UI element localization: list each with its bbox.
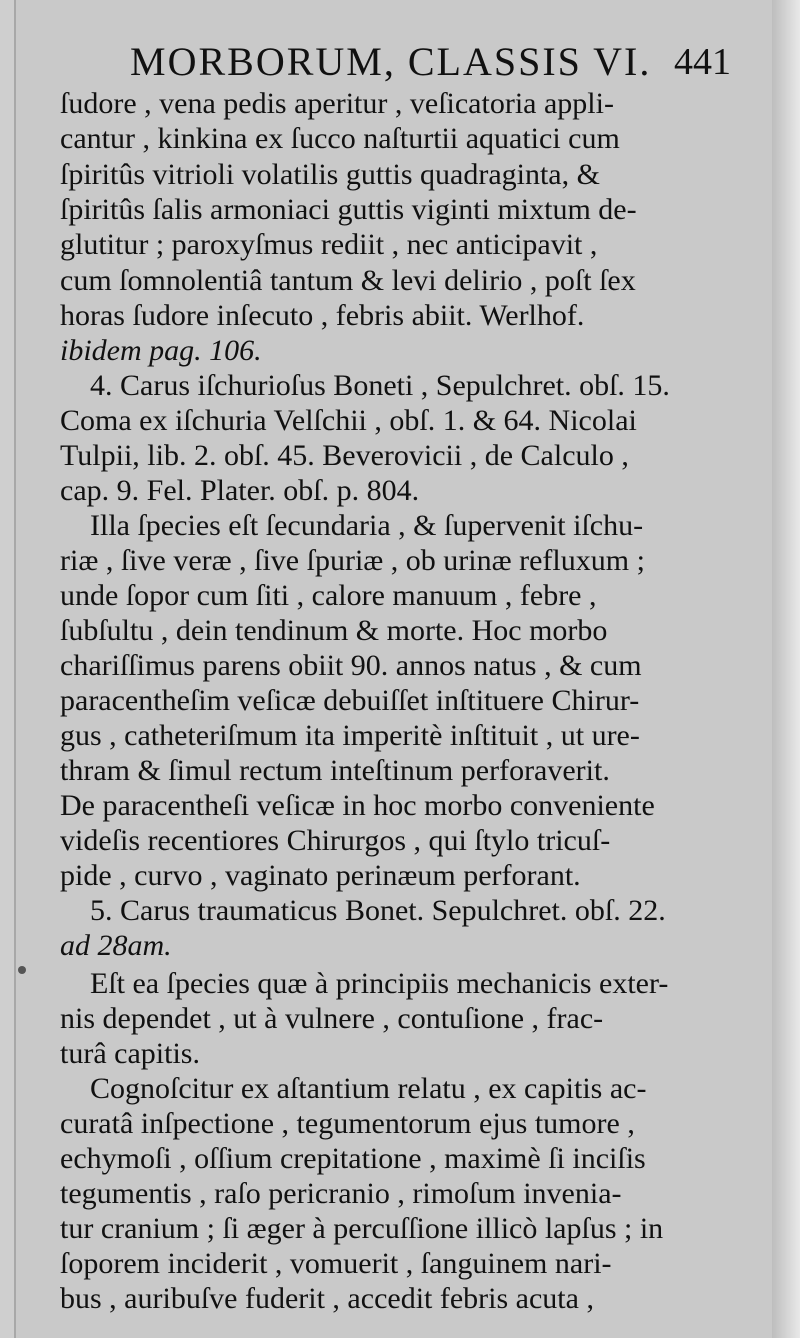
- text-line: bus , auribuſve fuderit , accedit febris acuta ,: [60, 1282, 594, 1315]
- text-line: ſpiritûs ſalis armoniaci guttis viginti mixtum de-: [60, 193, 637, 226]
- text-line: turâ capitis.: [60, 1037, 200, 1070]
- citation-line: ad 28am.: [60, 929, 172, 962]
- text-line: ſubſultu , dein tendinum & morte. Hoc morbo: [60, 614, 608, 647]
- running-head: MORBORUM, CLASSIS VI.: [130, 39, 652, 84]
- text-line: thram & ſimul rectum inteſtinum perforaverit.: [60, 754, 610, 787]
- text-line: echymoſi , oſſium crepitatione , maximè ſi inciſis: [60, 1142, 646, 1175]
- text-line: chariſſimus parens obiit 90. annos natus , & cum: [60, 649, 642, 682]
- section-heading: 4. Carus iſchurioſus Boneti , Sepulchret. obſ. 15.: [90, 369, 670, 402]
- text-line: pide , curvo , vaginato perinæum perforant.: [60, 859, 581, 892]
- text-line: De paracentheſi veſicæ in hoc morbo conveniente: [60, 789, 655, 822]
- citation-line: ibidem pag. 106.: [60, 334, 262, 367]
- page-edge: [772, 0, 800, 1338]
- text-line: paracentheſim veſicæ debuiſſet inſtituere Chirur-: [60, 684, 640, 717]
- section-heading: 5. Carus traumaticus Bonet. Sepulchret. obſ. 22.: [90, 894, 666, 927]
- margin-mark: [18, 966, 26, 974]
- text-line: cantur , kinkina ex ſucco naſturtii aquatici cum: [60, 122, 620, 155]
- text-line: gus , catheteriſmum ita imperitè inſtituit , ut ure-: [60, 719, 640, 752]
- page-number: 441: [674, 41, 731, 83]
- text-line: ſoporem inciderit , vomuerit , ſanguinem nari-: [60, 1247, 612, 1280]
- text-line: tegumentis , raſo pericranio , rimoſum invenia-: [60, 1177, 622, 1210]
- text-line: curatâ inſpectione , tegumentorum ejus tumore ,: [60, 1107, 635, 1140]
- paragraph-start: Illa ſpecies eſt ſecundaria , & ſupervenit iſchu-: [90, 509, 644, 542]
- text-line: tur cranium ; ſi æger à percuſſione illicò lapſus ; in: [60, 1212, 664, 1245]
- text-line: unde ſopor cum ſiti , calore manuum , febre ,: [60, 579, 597, 612]
- text-line: horas ſudore inſecuto , febris abiit. Werlhof.: [60, 299, 585, 332]
- paragraph-start: Eſt ea ſpecies quæ à principiis mechanicis exter-: [90, 967, 669, 1000]
- citation-line: Tulpii, lib. 2. obſ. 45. Beverovicii , de Calculo ,: [60, 439, 629, 472]
- text-line: nis dependet , ut à vulnere , contuſione , frac-: [60, 1002, 604, 1035]
- page-header: [0, 38, 800, 86]
- text-line: glutitur ; paroxyſmus rediit , nec anticipavit ,: [60, 228, 598, 261]
- text-line: cum ſomnolentiâ tantum & levi delirio , poſt ſex: [60, 264, 636, 297]
- text-line: ſudore , vena pedis aperitur , veſicatoria appli-: [60, 87, 614, 120]
- text-line: videſis recentiores Chirurgos , qui ſtylo tricuſ-: [60, 824, 611, 857]
- citation-line: Coma ex iſchuria Velſchii , obſ. 1. & 64. Nicolai: [60, 404, 637, 437]
- citation-line: cap. 9. Fel. Plater. obſ. p. 804.: [60, 474, 420, 507]
- text-line: ſpiritûs vitrioli volatilis guttis quadraginta, &: [60, 158, 600, 191]
- text-line: riæ , ſive veræ , ſive ſpuriæ , ob urinæ refluxum ;: [60, 544, 645, 577]
- paragraph-start: Cognoſcitur ex aſtantium relatu , ex capitis ac-: [90, 1072, 647, 1105]
